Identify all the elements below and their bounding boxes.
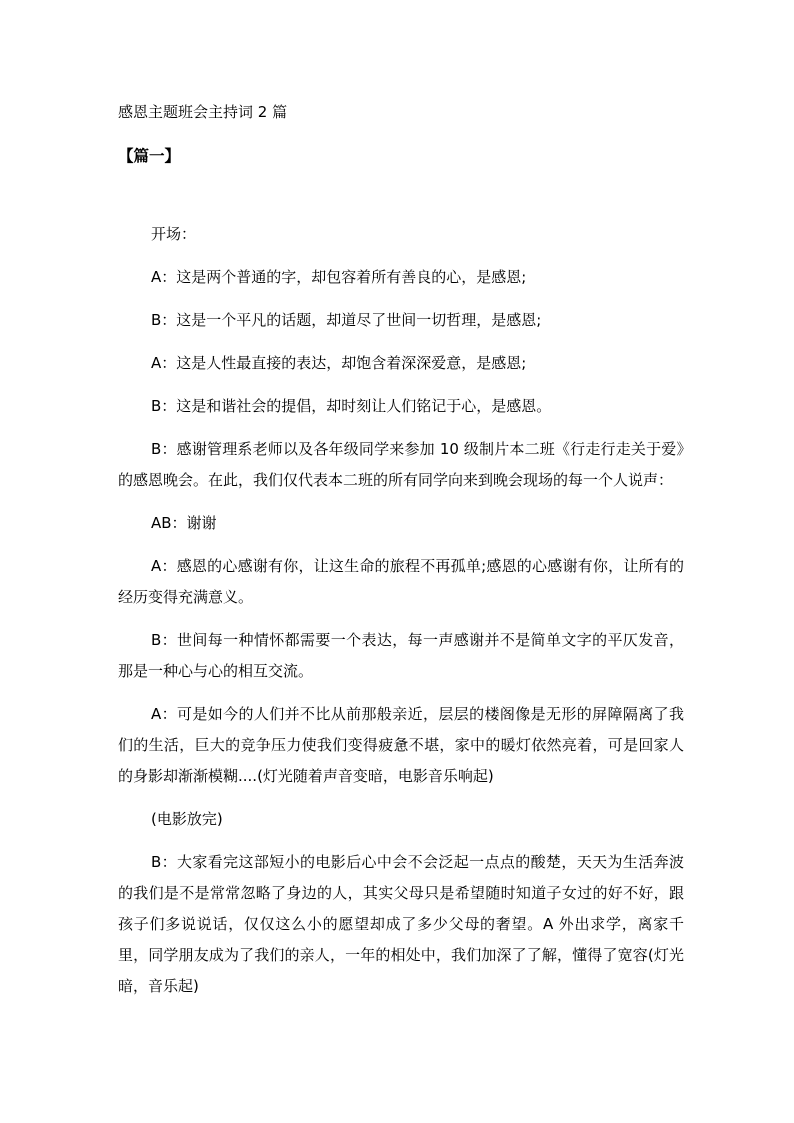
- section-heading: 【篇一】: [118, 147, 181, 165]
- paragraph: B：感谢管理系老师以及各年级同学来参加 10 级制片本二班《行走行走关于爱》的感恩晚会。在此，我们仅代表本二班的所有同学向来到晚会现场的每一个人说声：: [118, 440, 684, 489]
- paragraph: B：大家看完这部短小的电影后心中会不会泛起一点点的酸楚，天天为生活奔波的我们是不是常常忽略了身边的人，其实父母只是希望随时知道子女过的好不好，跟孩子们多说说话，仅仅这么小的愿望却成了多少父母的奢望。A 外出求学，离家千里，同学朋友成为了我们的亲人，一年的相处中，我们加深了了解，懂得了宽容(灯光暗，音乐起): [118, 853, 684, 995]
- paragraph: AB：谢谢: [151, 514, 217, 532]
- document-body: [118, 219, 684, 1014]
- document-title: 感恩主题班会主持词 2 篇: [118, 103, 288, 121]
- paragraph: B：这是和谐社会的提倡，却时刻让人们铭记于心，是感恩。: [151, 397, 552, 415]
- paragraph-opening: 开场：: [151, 225, 197, 243]
- paragraph: A：可是如今的人们并不比从前那般亲近，层层的楼阁像是无形的屏障隔离了我们的生活，巨大的竞争压力使我们变得疲惫不堪，家中的暖灯依然亮着，可是回家人的身影却渐渐模糊....(灯光随着声音变暗，电影音乐响起): [118, 705, 684, 785]
- paragraph: B：世间每一种情怀都需要一个表达，每一声感谢并不是简单文字的平仄发音，那是一种心与心的相互交流。: [118, 631, 684, 680]
- paragraph: A：感恩的心感谢有你，让这生命的旅程不再孤单;感恩的心感谢有你，让所有的经历变得充满意义。: [118, 557, 684, 606]
- paragraph: B：这是一个平凡的话题，却道尽了世间一切哲理，是感恩;: [151, 311, 542, 329]
- paragraph: (电影放完): [151, 810, 223, 828]
- paragraph: A：这是两个普通的字，却包容着所有善良的心，是感恩;: [151, 268, 527, 286]
- paragraph: A：这是人性最直接的表达，却饱含着深深爱意，是感恩;: [151, 354, 527, 372]
